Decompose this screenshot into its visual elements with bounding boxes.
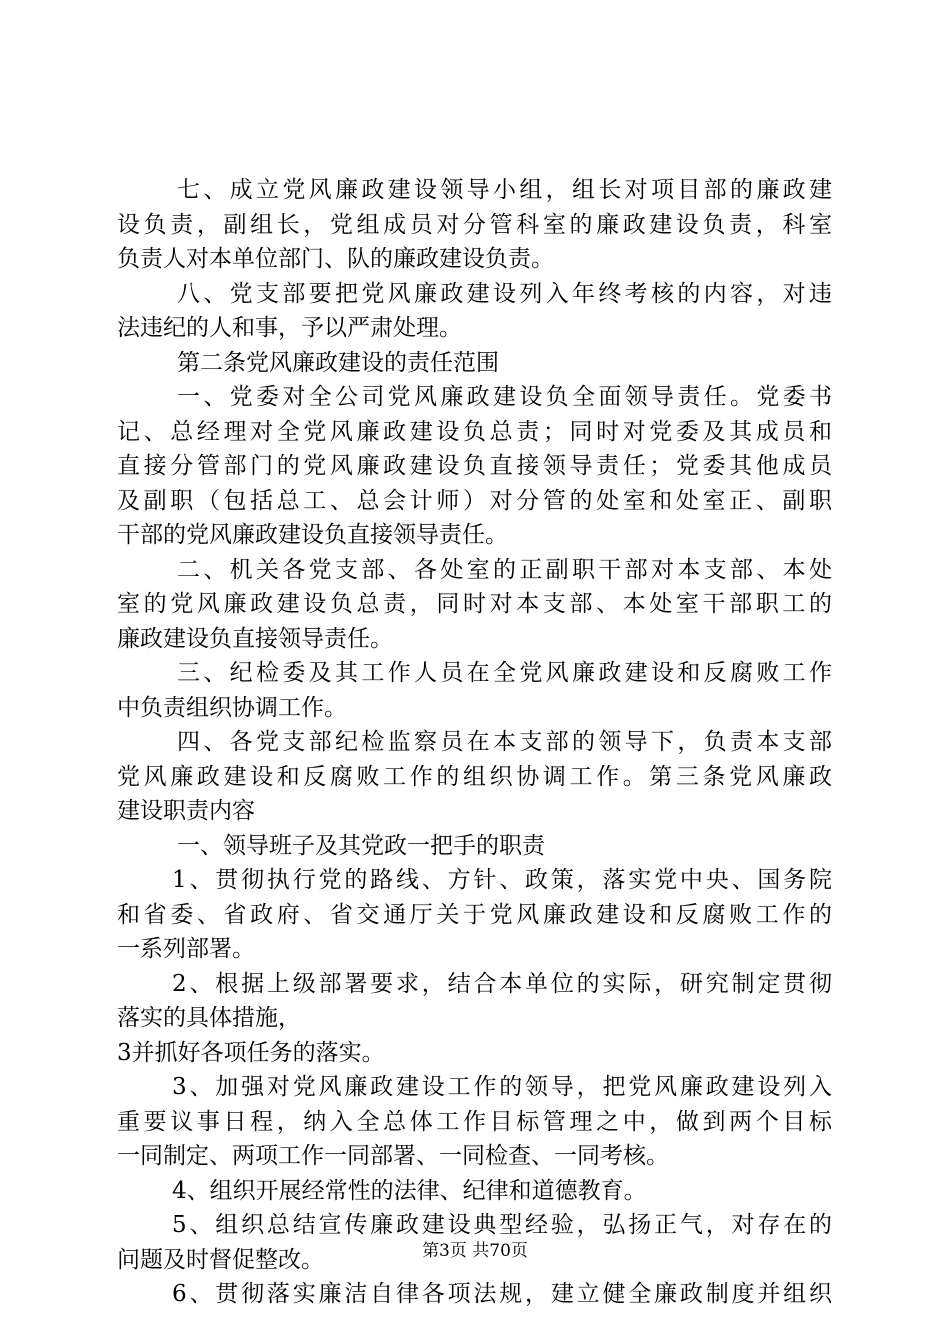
text-line: 四、各党支部纪检监察员在本支部的领导下，负责本支部: [177, 729, 832, 755]
text-line: 一同制定、两项工作一同部署、一同检查、一同考核。: [117, 1143, 669, 1169]
text-line: 5、组织总结宣传廉政建设典型经验，弘扬正气，对存在的: [172, 1212, 832, 1238]
text-line: 法违纪的人和事，予以严肃处理。: [117, 315, 462, 341]
document-body: [117, 173, 832, 1312]
text-line: 八、党支部要把党风廉政建设列入年终考核的内容，对违: [177, 280, 832, 307]
text-line: 2、根据上级部署要求，结合本单位的实际，研究制定贯彻: [172, 970, 832, 997]
text-line: 一、领导班子及其党政一把手的职责: [177, 832, 545, 859]
text-line: 6、贯彻落实廉洁自律各项法规，建立健全廉政制度并组织: [172, 1281, 832, 1307]
page-footer: 第3页 共70页: [422, 1241, 528, 1261]
text-line: 1、贯彻执行党的路线、方针、政策，落实党中央、国务院: [172, 867, 832, 893]
text-line: 党风廉政建设和反腐败工作的组织协调工作。第三条党风廉政: [117, 763, 832, 790]
text-line: 4、组织开展经常性的法律、纪律和道德教育。: [172, 1177, 647, 1204]
text-line: 第二条党风廉政建设的责任范围: [177, 349, 499, 376]
text-line: 及副职（包括总工、总会计师）对分管的处室和处室正、副职: [117, 487, 832, 514]
text-line: 一系列部署。: [117, 936, 255, 962]
text-line: 3、加强对党风廉政建设工作的领导，把党风廉政建设列入: [172, 1074, 832, 1100]
text-line: 和省委、省政府、省交通厅关于党风廉政建设和反腐败工作的: [117, 901, 832, 928]
text-line: 中负责组织协调工作。: [117, 694, 347, 721]
text-line: 直接分管部门的党风廉政建设负直接领导责任；党委其他成员: [117, 453, 832, 479]
text-line: 落实的具体措施，: [117, 1005, 301, 1031]
text-line: 廉政建设负直接领导责任。: [117, 625, 393, 652]
text-line: 3并抓好各项任务的落实。: [117, 1039, 385, 1066]
text-line: 二、机关各党支部、各处室的正副职干部对本支部、本处: [177, 556, 832, 583]
text-line: 重要议事日程，纳入全总体工作目标管理之中，做到两个目标: [117, 1108, 832, 1135]
text-line: 记、总经理对全党风廉政建设负总责；同时对党委及其成员和: [117, 418, 832, 445]
text-line: 室的党风廉政建设负总责，同时对本支部、本处室干部职工的: [117, 591, 832, 617]
text-line: 一、党委对全公司党风廉政建设负全面领导责任。党委书: [177, 384, 832, 410]
text-line: 负责人对本单位部门、队的廉政建设负责。: [117, 246, 554, 272]
text-line: 问题及时督促整改。: [117, 1246, 324, 1273]
text-line: 干部的党风廉政建设负直接领导责任。: [117, 522, 508, 548]
text-line: 三、纪检委及其工作人员在全党风廉政建设和反腐败工作: [177, 660, 832, 686]
text-line: 设负责，副组长，党组成员对分管科室的廉政建设负责，科室: [117, 211, 832, 238]
text-line: 建设职责内容: [117, 798, 255, 824]
text-line: 七、成立党风廉政建设领导小组，组长对项目部的廉政建: [177, 177, 832, 203]
